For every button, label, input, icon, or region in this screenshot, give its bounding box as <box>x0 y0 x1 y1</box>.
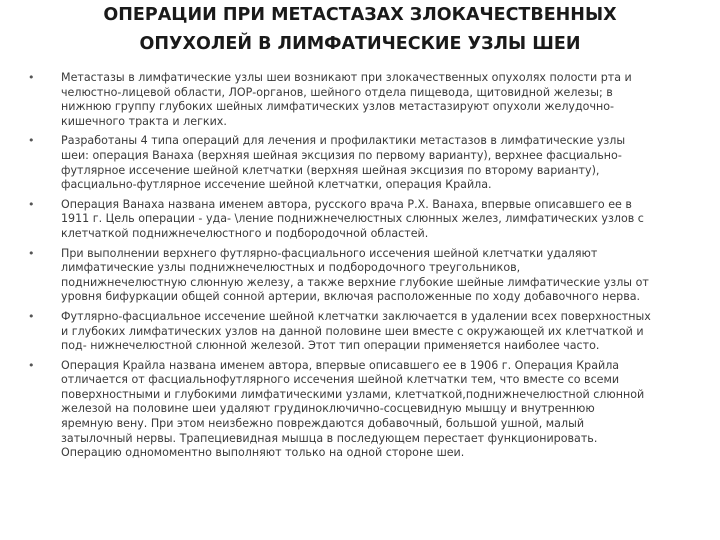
bullet-icon: • <box>28 358 35 372</box>
bullet-item-metastases <box>28 71 688 129</box>
bullet-icon: • <box>28 134 35 148</box>
bullet-icon: • <box>28 246 35 260</box>
bullet-text: Операция Ванаха названа именем автора, русского врача Р.Х. Ванаха, впервые описавшего ее в 1911 г. Цель операции - уда- \ление поднижнечелюстных слюнных желез, лимфатических узлов с клетчаткой поднижнечелюстного и подбородочной областей. <box>61 197 644 240</box>
bullet-item-vanakh <box>28 198 688 242</box>
bullet-icon: • <box>28 71 35 84</box>
bullet-icon: • <box>28 309 35 323</box>
bullet-item-fascial-excision <box>28 310 688 354</box>
bullet-icon: • <box>28 197 35 211</box>
bullet-item-crile <box>28 359 688 461</box>
bullet-item-upper-excision <box>28 247 688 305</box>
bullet-item-operation-types <box>28 134 688 192</box>
bullet-text: Разработаны 4 типа операций для лечения и профилактики метастазов в лимфатические узлы шеи: операция Ванаха (верхняя шейная эксцизия по первому варианту), верхнее фасциально- футлярное иссечение шейной клетчатки (верхняя шейная эксцизия по второму варианту), фасциально-футлярное иссечение шейной клетчатки, операция Крайла. <box>61 134 626 192</box>
bullet-text: Операция Крайла названа именем автора, впервые описавшего ее в 1906 г. Операция Крайла отличается от фасциальнофутлярного иссечения шейной клетчатки тем, что вместе со всеми поверхностными и глубокими лимфатическими узлами, клетчаткой,поднижнечелюстной слюнной железой на половине шеи удаляют грудиноключично-сосцевидную мышцу и внутреннюю яремную вену. При этом неизбежно повреждаются добавочный, большой ушной, малый затылочный нервы. Трапециевидная мышца в последующем перестает функционировать. Операцию одномоментно выполняют только на одной стороне шеи. <box>61 358 645 460</box>
bullet-text: При выполнении верхнего футлярно-фасциального иссечения шейной клетчатки удаляют лимфатические узлы поднижнечелюстных и подбородочного треугольников, поднижнечелюстную слюнную железу, а также верхние глубокие шейные лимфатические узлы от уровня бифуркации общей сонной артерии, включая расположенные по ходу добавочного нерва. <box>61 246 649 304</box>
bullet-text: Метастазы в лимфатические узлы шеи возникают при злокачественных опухолях полости рта и челюстно-лицевой области, ЛОР-органов, шейного отдела пищевода, щитовидной железы; в нижнюю группу глубоких шейных лимфатических узлов метастазируют опухоли желудочно- кишечного тракта и легких. <box>61 71 632 128</box>
slide-title <box>40 1 680 59</box>
title-line-2: ОПУХОЛЕЙ В ЛИМФАТИЧЕСКИЕ УЗЛЫ ШЕИ <box>139 34 581 54</box>
bullet-list <box>28 71 688 466</box>
bullet-text: Футлярно-фасциальное иссечение шейной клетчатки заключается в удалении всех поверхностных и глубоких лимфатических узлов на данной половине шеи вместе с окружающей их клетчаткой и под- нижнечелюстной слюнной железой. Этот тип операции применяется наиболее часто. <box>61 309 651 353</box>
title-line-1: ОПЕРАЦИИ ПРИ МЕТАСТАЗАХ ЗЛОКАЧЕСТВЕННЫХ <box>103 5 617 25</box>
